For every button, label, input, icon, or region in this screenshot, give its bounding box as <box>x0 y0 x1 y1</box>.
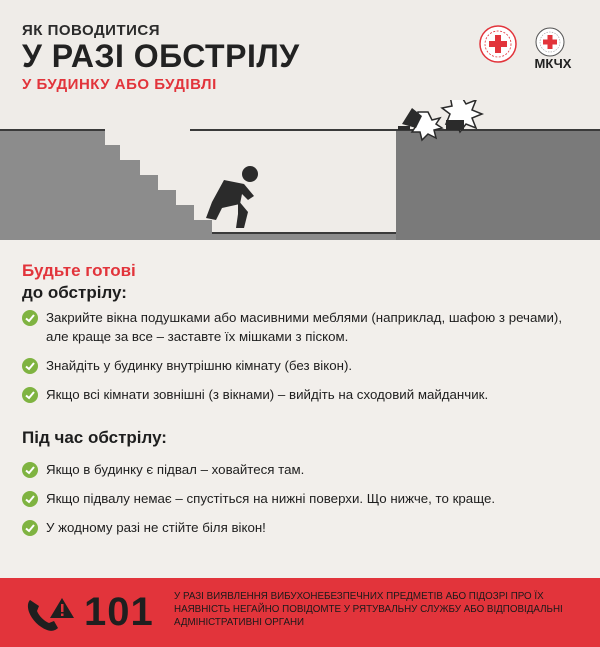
emergency-instructions: У РАЗІ ВИЯВЛЕННЯ ВИБУХОНЕБЕЗПЕЧНИХ ПРЕДМЕТІВ АБО ПІДОЗРІ ПРО ЇХ НАЯВНІСТЬ НЕГАЙНО ПОВІДОМТЕ У РЯТУВАЛЬНУ СЛУЖБУ АБО ВІДПОВІДАЛЬНІ АДМІНІСТРАТИВНІ ОРГАНИ <box>174 591 563 628</box>
check-icon <box>22 387 38 403</box>
list-item: Якщо в будинку є підвал – ховайтеся там. <box>22 460 582 479</box>
check-icon <box>22 520 38 536</box>
heading-red: Будьте готові <box>22 261 136 280</box>
list-item: Якщо підвалу немає – спустіться на нижні поверхи. Що нижче, то краще. <box>22 489 582 508</box>
shelling-illustration <box>0 100 600 240</box>
icrc-logo-text: МКЧХ <box>534 56 572 71</box>
during-shelling-list <box>22 460 582 547</box>
content <box>0 240 600 578</box>
check-icon <box>22 462 38 478</box>
emergency-footer <box>0 578 600 647</box>
list-item: Якщо всі кімнати зовнішні (з вікнами) – вийдіть на сходовий майданчик. <box>22 385 582 404</box>
warning-icon <box>50 598 74 618</box>
list-item: Знайдіть у будинку внутрішню кімнату (без вікон). <box>22 356 582 375</box>
red-cross-society-logo-icon <box>478 24 518 64</box>
page-subtitle: У БУДИНКУ АБО БУДІВЛІ <box>22 76 217 93</box>
header <box>0 0 600 240</box>
check-icon <box>22 358 38 374</box>
list-item: У жодному разі не стійте біля вікон! <box>22 518 582 537</box>
list-item: Закрийте вікна подушками або масивними меблями (наприклад, шафою з речами), але краще за все – заставте їх мішками з піском. <box>22 308 582 346</box>
check-icon <box>22 491 38 507</box>
emergency-number: 101 <box>84 590 154 634</box>
during-shelling-heading: Під час обстрілу: <box>22 428 167 447</box>
phone-icon <box>24 594 74 634</box>
before-shelling-list <box>22 308 582 414</box>
heading-black: до обстрілу: <box>22 283 127 302</box>
before-shelling-heading <box>22 260 136 304</box>
running-person-icon <box>206 166 258 228</box>
kicker: ЯК ПОВОДИТИСЯ <box>22 22 161 39</box>
check-icon <box>22 310 38 326</box>
page-title: У РАЗІ ОБСТРІЛУ <box>22 38 300 74</box>
